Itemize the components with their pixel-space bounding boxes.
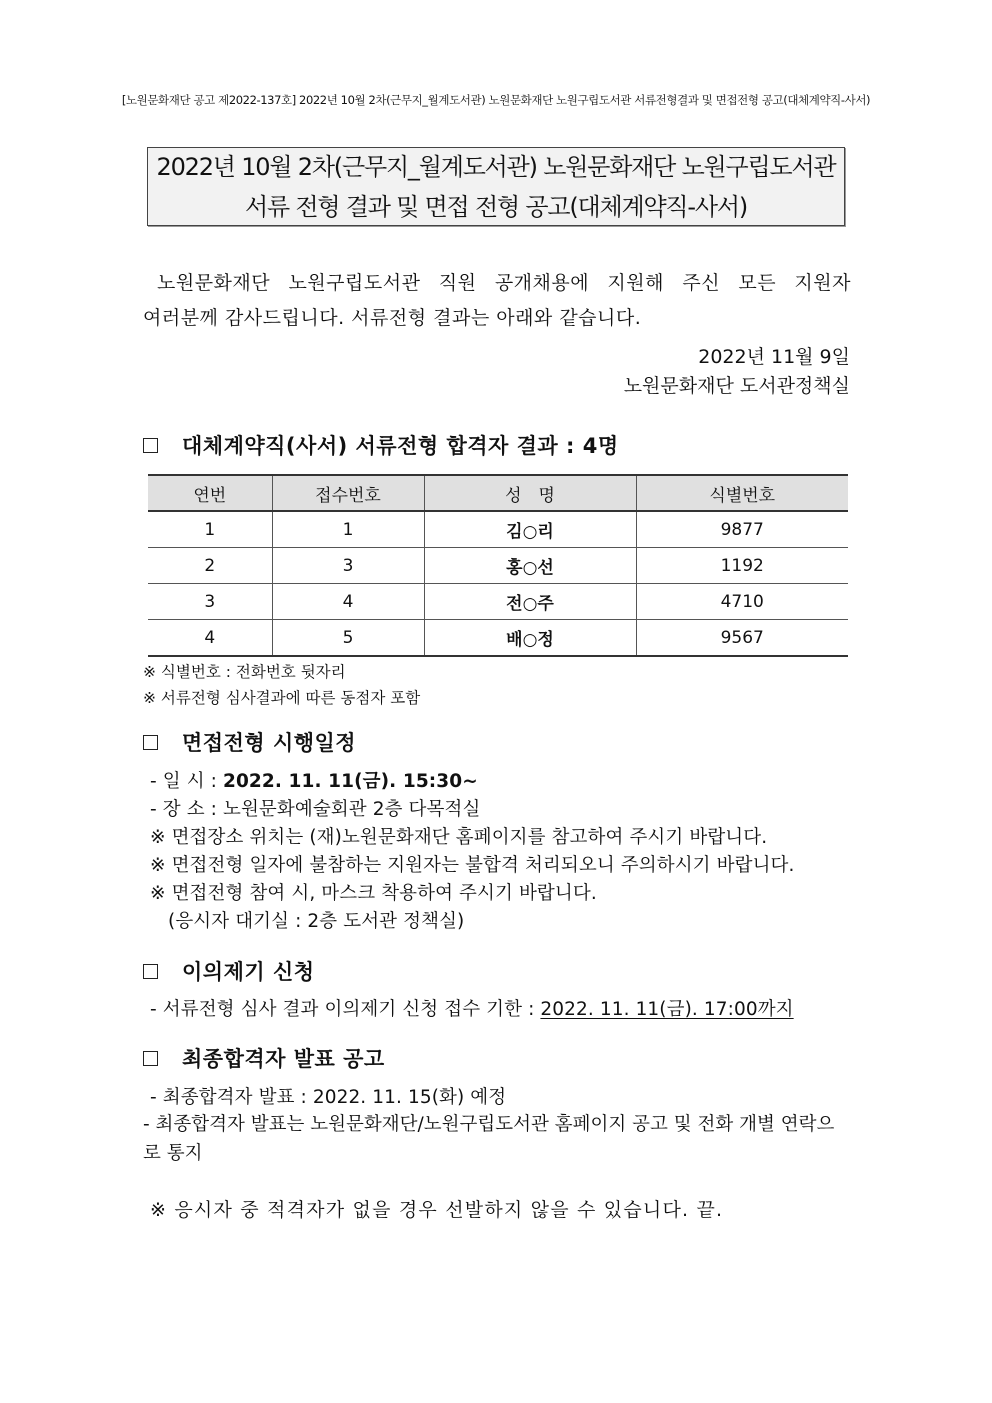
section-1-heading-text: 대체계약직(사서) 서류전형 합격자 결과 : 4명 [182, 434, 619, 458]
cell-index: 1 [148, 511, 272, 548]
interview-place: - 장 소 : 노원문화예술회관 2층 다목적실 [150, 799, 481, 820]
final-announcement-date: - 최종합격자 발표 : 2022. 11. 15(화) 예정 [150, 1087, 507, 1108]
cell-id-number: 9567 [636, 620, 848, 657]
checkbox-square-icon [143, 735, 158, 750]
title-line-2: 서류 전형 결과 및 면접 전형 공고(대체계약직-사서) [244, 192, 748, 221]
table-notes [143, 659, 420, 711]
cell-name: 전○주 [424, 584, 636, 620]
table-row [148, 548, 848, 584]
waiting-room: (응시자 대기실 : 2층 도서관 정책실) [168, 911, 465, 932]
section-2-heading [143, 727, 356, 757]
cell-name: 배○정 [424, 620, 636, 657]
intro-paragraph [143, 266, 851, 336]
cell-index: 2 [148, 548, 272, 584]
table-note-2: ※ 서류전형 심사결과에 따른 동점자 포함 [143, 689, 421, 707]
cell-index: 3 [148, 584, 272, 620]
cell-id-number: 9877 [636, 511, 848, 548]
table-header-row [148, 475, 848, 511]
final-announcement-method: - 최종합격자 발표는 노원문화재단/노원구립도서관 홈페이지 공고 및 전화 개별 연락으로 통지 [143, 1114, 835, 1164]
section-3-heading-text: 이의제기 신청 [182, 960, 315, 984]
col-header-name: 성 명 [424, 475, 636, 511]
checkbox-square-icon [143, 964, 158, 979]
title-box [147, 147, 845, 226]
header-line: [노원문화재단 공고 제2022-137호] 2022년 10월 2차(근무지_월계도서관) 노원문화재단 노원구립도서관 서류전형결과 및 면접전형 공고(대체계약직-사서) [121, 93, 871, 107]
table-row [148, 584, 848, 620]
section-3-heading [143, 956, 315, 986]
cell-receipt-number: 3 [272, 548, 424, 584]
section-4-heading [143, 1043, 385, 1073]
intro-line-2: 여러분께 감사드립니다. 서류전형 결과는 아래와 같습니다. [143, 307, 642, 329]
closing-note: ※ 응시자 중 적격자가 없을 경우 선발하지 않을 수 있습니다. 끝. [150, 1199, 724, 1221]
cell-receipt-number: 5 [272, 620, 424, 657]
cell-id-number: 1192 [636, 548, 848, 584]
cell-receipt-number: 1 [272, 511, 424, 548]
section-4-heading-text: 최종합격자 발표 공고 [182, 1047, 385, 1071]
interview-time [150, 767, 478, 793]
objection-deadline: 2022. 11. 11(금). 17:00까지 [540, 999, 794, 1020]
cell-receipt-number: 4 [272, 584, 424, 620]
intro-line-1: 노원문화재단 노원구립도서관 직원 공개채용에 지원해 주신 모든 지원자 [157, 272, 851, 294]
checkbox-square-icon [143, 1051, 158, 1066]
interview-time-label: - 일 시 : [150, 771, 223, 792]
results-table [148, 474, 848, 657]
objection-info [150, 995, 794, 1021]
objection-text: - 서류전형 심사 결과 이의제기 신청 접수 기한 : [150, 999, 541, 1020]
section-1-heading [143, 430, 619, 460]
table-row [148, 620, 848, 657]
announcement-date: 2022년 11월 9일 [698, 346, 850, 368]
cell-index: 4 [148, 620, 272, 657]
col-header-index: 연번 [148, 475, 272, 511]
col-header-id-number: 식별번호 [636, 475, 848, 511]
interview-note-2: ※ 면접전형 일자에 불참하는 지원자는 불합격 처리되오니 주의하시기 바랍니다. [150, 855, 795, 876]
cell-id-number: 4710 [636, 584, 848, 620]
cell-name: 홍○선 [424, 548, 636, 584]
date-signature [624, 343, 850, 401]
table-note-1: ※ 식별번호 : 전화번호 뒷자리 [143, 663, 346, 681]
cell-name: 김○리 [424, 511, 636, 548]
checkbox-square-icon [143, 438, 158, 453]
interview-time-value: 2022. 11. 11(금). 15:30~ [222, 771, 478, 792]
section-2-heading-text: 면접전형 시행일정 [182, 731, 357, 755]
title-line-1: 2022년 10월 2차(근무지_월계도서관) 노원문화재단 노원구립도서관 [156, 152, 836, 181]
interview-note-3: ※ 면접전형 참여 시, 마스크 착용하여 주시기 바랍니다. [150, 883, 597, 904]
col-header-receipt-number: 접수번호 [272, 475, 424, 511]
interview-note-1: ※ 면접장소 위치는 (재)노원문화재단 홈페이지를 참고하여 주시기 바랍니다. [150, 827, 768, 848]
department-name: 노원문화재단 도서관정책실 [623, 375, 850, 397]
table-row [148, 511, 848, 548]
